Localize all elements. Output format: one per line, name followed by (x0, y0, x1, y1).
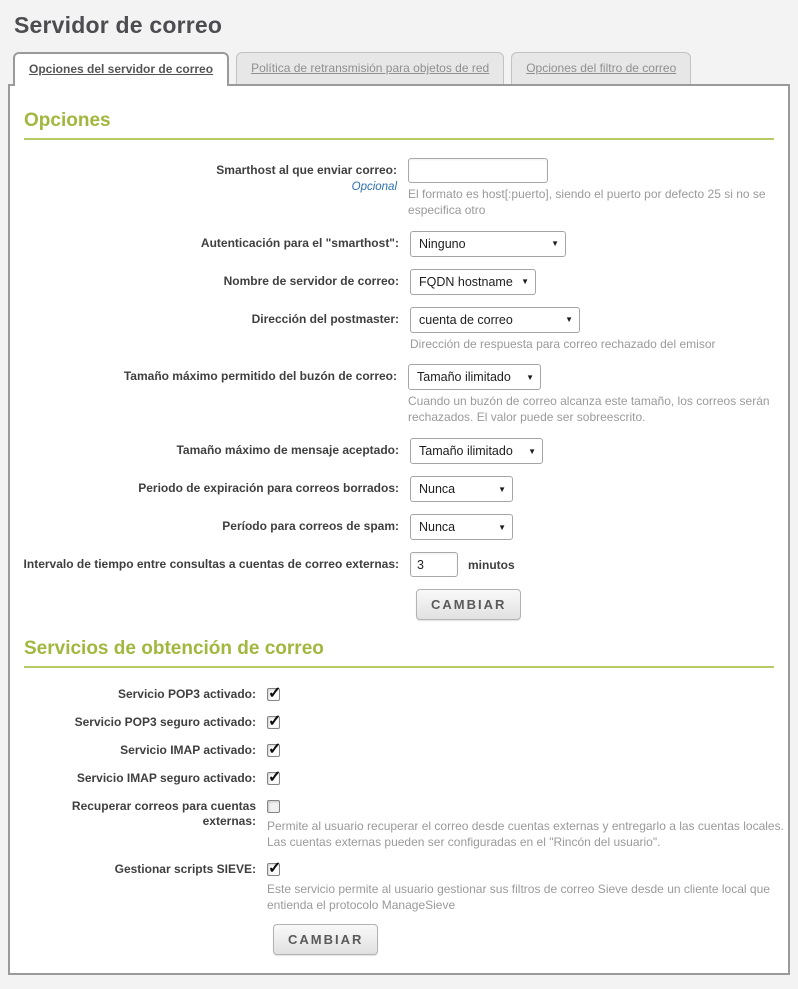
smarthost-input[interactable] (408, 158, 548, 183)
smarthost-auth-label: Autenticación para el "smarthost": (200, 235, 399, 250)
fetchmail-label: Recuperar correos para cuentas externas: (71, 799, 256, 829)
form-row-mailbox-quota (10, 364, 788, 426)
form-row-smarthost-auth (10, 231, 788, 257)
change-button-retrieval[interactable]: CAMBIAR (273, 924, 378, 955)
mailbox-quota-help: Cuando un buzón de correo alcanza este tamaño, los correos serán rechazados. El valor puede ser sobreescrito. (408, 394, 770, 425)
options-form (10, 140, 788, 620)
chevron-down-icon: ▼ (551, 239, 559, 249)
max-message-size-select[interactable]: Tamaño ilimitado ▼ (410, 438, 543, 464)
pop3-label: Servicio POP3 activado: (117, 687, 256, 702)
mailname-label: Nombre de servidor de correo: (223, 273, 399, 288)
page-title: Servidor de correo (14, 12, 223, 38)
form-row-smarthost (10, 158, 788, 219)
postmaster-label: Dirección del postmaster: (251, 311, 399, 326)
pop3-checkbox[interactable] (267, 688, 280, 701)
tab-label: Opciones del filtro de correo (526, 61, 677, 75)
sieve-checkbox[interactable] (267, 863, 280, 876)
form-row-fetchmail (10, 798, 788, 851)
sieve-help: Este servicio permite al usuario gestionar sus filtros de correo Sieve desde un cliente local que entienda el protocolo ManageSieve (267, 882, 770, 912)
postmaster-select[interactable]: cuenta de correo ▼ (410, 307, 580, 333)
chevron-down-icon: ▼ (528, 446, 536, 456)
fetchmail-help: Permite al usuario recuperar el correo desde cuentas externas y entregarlo a las cuentas locales. Las cuentas externas pueden ser configuradas en el "Rincón del usuario". (267, 819, 784, 850)
form-row-pop3 (10, 686, 788, 704)
chevron-down-icon: ▼ (498, 522, 506, 532)
form-row-deleted-expire (10, 476, 788, 502)
form-row-fetch-interval (10, 552, 788, 577)
form-row-mailname (10, 269, 788, 295)
imap-label: Servicio IMAP activado: (120, 743, 256, 758)
pop3s-checkbox[interactable] (267, 716, 280, 729)
form-row-imaps (10, 770, 788, 788)
chevron-down-icon: ▼ (526, 372, 535, 382)
smarthost-auth-select[interactable]: Ninguno ▼ (410, 231, 566, 257)
sieve-label: Gestionar scripts SIEVE: (114, 862, 256, 877)
form-row-sieve (10, 861, 788, 914)
change-button-options[interactable]: CAMBIAR (416, 589, 521, 620)
mailname-select[interactable]: FQDN hostname ▼ (410, 269, 536, 295)
fetch-interval-unit: minutos (468, 557, 515, 572)
smarthost-label: Smarthost al que enviar correo: Opcional (10, 158, 403, 194)
postmaster-help: Dirección de respuesta para correo rechazado del emisor (410, 336, 716, 351)
spam-expire-select[interactable]: Nunca ▼ (410, 514, 513, 540)
tab-bar (8, 52, 790, 84)
mailbox-quota-label: Tamaño máximo permitido del buzón de correo: (123, 369, 398, 384)
spam-expire-label: Período para correos de spam: (222, 519, 399, 534)
section-heading-options: Opciones (24, 110, 774, 140)
imaps-checkbox[interactable] (267, 772, 280, 785)
tab-mail-filter-options[interactable] (511, 52, 691, 84)
chevron-down-icon: ▼ (498, 484, 506, 494)
form-row-spam-expire (10, 514, 788, 540)
form-row-max-message-size (10, 438, 788, 464)
fetch-interval-label: Intervalo de tiempo entre consultas a cuentas de correo externas: (23, 557, 399, 572)
fetch-interval-input[interactable] (410, 552, 458, 577)
section-heading-retrieval: Servicios de obtención de correo (24, 638, 774, 668)
content-panel (8, 84, 790, 975)
tab-label: Política de retransmisión para objetos de red (251, 61, 490, 75)
deleted-expire-label: Periodo de expiración para correos borrados: (138, 481, 399, 496)
chevron-down-icon: ▼ (565, 315, 573, 325)
smarthost-help: El formato es host[:puerto], siendo el puerto por defecto 25 si no se especifica otro (408, 187, 766, 217)
pop3s-label: Servicio POP3 seguro activado: (74, 715, 256, 730)
imap-checkbox[interactable] (267, 744, 280, 757)
fetchmail-checkbox[interactable] (267, 800, 280, 813)
form-row-postmaster (10, 307, 788, 353)
chevron-down-icon: ▼ (521, 277, 529, 287)
form-row-pop3s (10, 714, 788, 732)
tab-label: Opciones del servidor de correo (29, 62, 214, 76)
optional-hint: Opcional (351, 181, 398, 193)
max-message-size-label: Tamaño máximo de mensaje aceptado: (176, 443, 399, 458)
deleted-expire-select[interactable]: Nunca ▼ (410, 476, 513, 502)
imaps-label: Servicio IMAP seguro activado: (76, 771, 256, 786)
tab-mail-server-options[interactable] (13, 52, 229, 86)
tab-relay-policy[interactable] (236, 52, 504, 84)
mailbox-quota-select[interactable]: Tamaño ilimitado ▼ (408, 364, 541, 390)
retrieval-form (10, 668, 788, 955)
form-row-imap (10, 742, 788, 760)
